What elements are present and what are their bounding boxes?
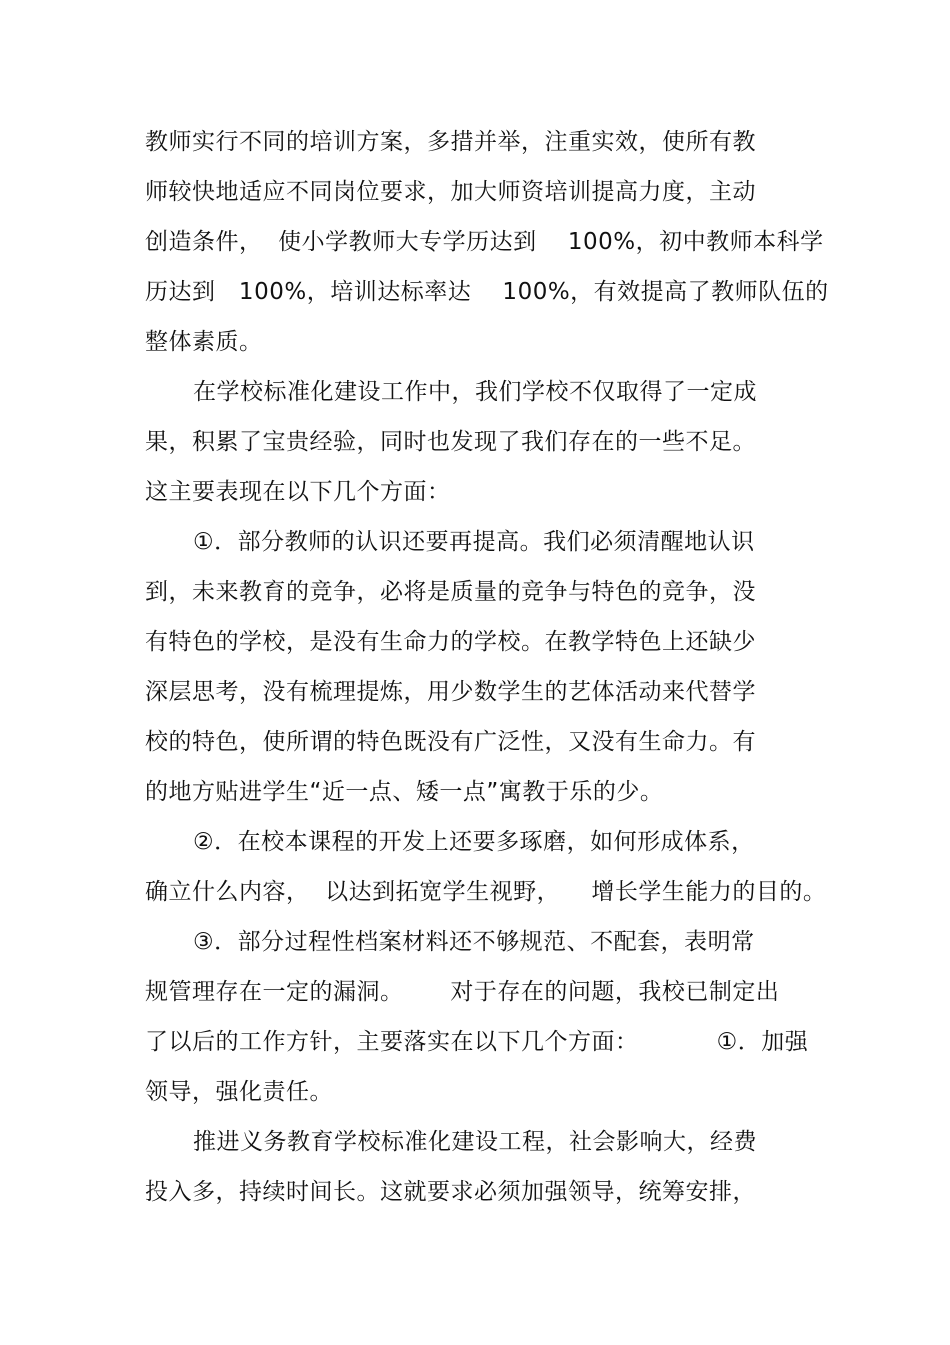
paragraph-first-line: ①．部分教师的认识还要再提高。我们必须清醒地认识 [193, 529, 755, 555]
text-line: 历达到 100%，培训达标率达 100%，有效提高了教师队伍的 [145, 279, 829, 305]
text-line: 教师实行不同的培训方案，多措并举，注重实效，使所有教 [145, 129, 756, 155]
text-line: 有特色的学校，是没有生命力的学校。在教学特色上还缺少 [145, 629, 756, 655]
text-line: 校的特色，使所谓的特色既没有广泛性，又没有生命力。有 [145, 729, 756, 755]
text-line: 投入多，持续时间长。这就要求必须加强领导，统筹安排， [145, 1179, 756, 1205]
paragraph-first-line: ③．部分过程性档案材料还不够规范、不配套，表明常 [193, 929, 755, 955]
text-line: 创造条件， 使小学教师大专学历达到 100%，初中教师本科学 [145, 229, 824, 255]
text-line: 领导，强化责任。 [145, 1079, 333, 1105]
paragraph-first-line: 在学校标准化建设工作中，我们学校不仅取得了一定成 [193, 379, 757, 405]
text-line: 的地方贴进学生“近一点、矮一点”寓教于乐的少。 [145, 779, 664, 805]
paragraph-first-line: ②．在校本课程的开发上还要多琢磨，如何形成体系， [193, 829, 755, 855]
text-line: 这主要表现在以下几个方面： [145, 479, 451, 505]
text-line: 了以后的工作方针，主要落实在以下几个方面： ①．加强 [145, 1029, 809, 1055]
text-line: 整体素质。 [145, 329, 263, 355]
text-line: 师较快地适应不同岗位要求，加大师资培训提高力度，主动 [145, 179, 756, 205]
text-line: 深层思考，没有梳理提炼，用少数学生的艺体活动来代替学 [145, 679, 756, 705]
text-line: 到，未来教育的竞争，必将是质量的竞争与特色的竞争，没 [145, 579, 756, 605]
text-line: 规管理存在一定的漏洞。 对于存在的问题，我校已制定出 [145, 979, 780, 1005]
paragraph-first-line: 推进义务教育学校标准化建设工程，社会影响大，经费 [193, 1129, 757, 1155]
text-line: 果，积累了宝贵经验，同时也发现了我们存在的一些不足。 [145, 429, 756, 455]
text-line: 确立什么内容， 以达到拓宽学生视野， 增长学生能力的目的。 [145, 879, 827, 905]
